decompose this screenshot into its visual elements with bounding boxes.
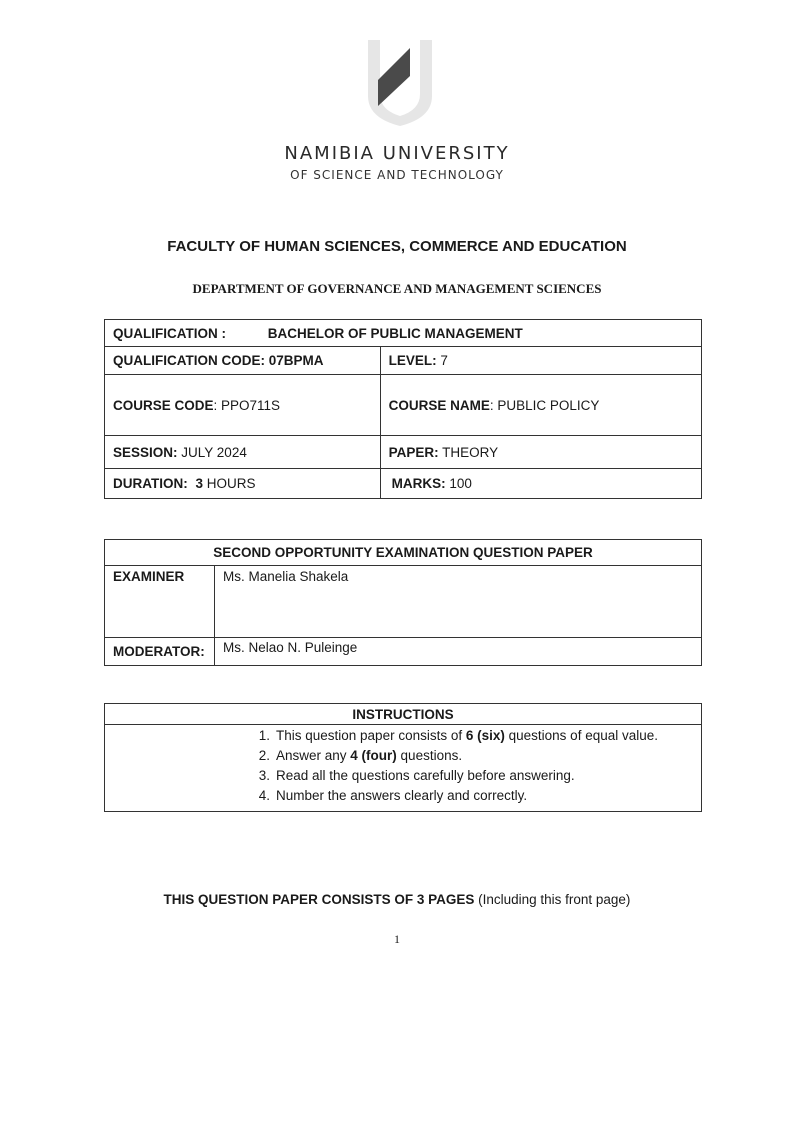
qualification-code-label: QUALIFICATION CODE: (113, 353, 265, 368)
qualification-cell (105, 320, 702, 347)
instruction-text: Number the answers clearly and correctly. (276, 788, 528, 803)
session-cell (105, 436, 381, 469)
instruction-emphasis: 6 (six) (465, 728, 505, 743)
qualification-value: BACHELOR OF PUBLIC MANAGEMENT (267, 325, 523, 341)
instruction-text: Read all the questions carefully before answering. (276, 768, 575, 783)
paper-value: THEORY (442, 444, 499, 460)
level-value: 7 (440, 353, 448, 368)
faculty-title: FACULTY OF HUMAN SCIENCES, COMMERCE AND EDUCATION (167, 238, 627, 255)
instruction-text: This question paper consists of (276, 728, 466, 743)
qualification-code-value: 07BPMA (268, 353, 324, 368)
marks-label: MARKS: (391, 476, 446, 491)
paper-label: PAPER: (388, 444, 439, 460)
duration-cell (105, 469, 381, 499)
instructions-table (104, 703, 702, 812)
page-count-normal: (Including this front page) (474, 892, 631, 907)
university-name: NAMIBIA UNIVERSITY (284, 143, 510, 164)
examiner-name: Ms. Manelia Shakela (214, 566, 701, 638)
course-name-cell (380, 375, 701, 436)
course-code-value: : PPO711S (213, 397, 281, 413)
course-name-label: COURSE NAME (388, 397, 490, 413)
qualification-code-cell (105, 347, 381, 375)
level-label: LEVEL: (388, 353, 437, 368)
instruction-number: 3. (258, 768, 270, 783)
session-label: SESSION: (113, 444, 178, 460)
qualification-label: QUALIFICATION : (113, 325, 226, 341)
university-subtitle: OF SCIENCE AND TECHNOLOGY (290, 168, 504, 182)
instruction-text-end: questions of equal value. (504, 728, 658, 743)
moderator-name: Ms. Nelao N. Puleinge (214, 638, 701, 666)
page-number: 1 (394, 932, 400, 946)
page-count-note (0, 892, 794, 907)
instructions-list (105, 726, 701, 808)
instruction-item (105, 766, 701, 786)
instructions-heading: INSTRUCTIONS (105, 704, 702, 725)
examiner-label: EXAMINER (105, 566, 215, 638)
level-cell (380, 347, 701, 375)
course-code-cell (105, 375, 381, 436)
instruction-emphasis: 4 (four) (350, 748, 397, 763)
duration-label: DURATION: (113, 476, 188, 491)
instruction-number: 4. (258, 788, 270, 803)
instruction-text-end: questions. (396, 748, 463, 763)
page-count-bold: THIS QUESTION PAPER CONSISTS OF 3 PAGES (163, 892, 475, 907)
session-value: JULY 2024 (181, 444, 247, 460)
moderator-label: MODERATOR: (105, 638, 215, 666)
marks-value: 100 (449, 476, 472, 491)
instructions-body (105, 725, 702, 812)
instruction-text: Answer any (276, 748, 351, 763)
instruction-number: 1. (258, 728, 270, 743)
exam-heading: SECOND OPPORTUNITY EXAMINATION QUESTION PAPER (105, 540, 702, 566)
instruction-item (105, 726, 701, 746)
paper-cell (380, 436, 701, 469)
instruction-item (105, 746, 701, 766)
course-code-label: COURSE CODE (113, 397, 214, 413)
course-name-value: : PUBLIC POLICY (489, 397, 600, 413)
examination-table (104, 539, 702, 666)
university-logo-icon (358, 34, 442, 130)
duration-unit: HOURS (206, 476, 256, 491)
marks-cell (380, 469, 701, 499)
instruction-item (105, 786, 701, 806)
instruction-number: 2. (258, 748, 270, 763)
duration-number: 3 (195, 476, 204, 491)
qualification-table (104, 319, 702, 499)
department-title: DEPARTMENT OF GOVERNANCE AND MANAGEMENT SCIENCES (192, 281, 602, 296)
